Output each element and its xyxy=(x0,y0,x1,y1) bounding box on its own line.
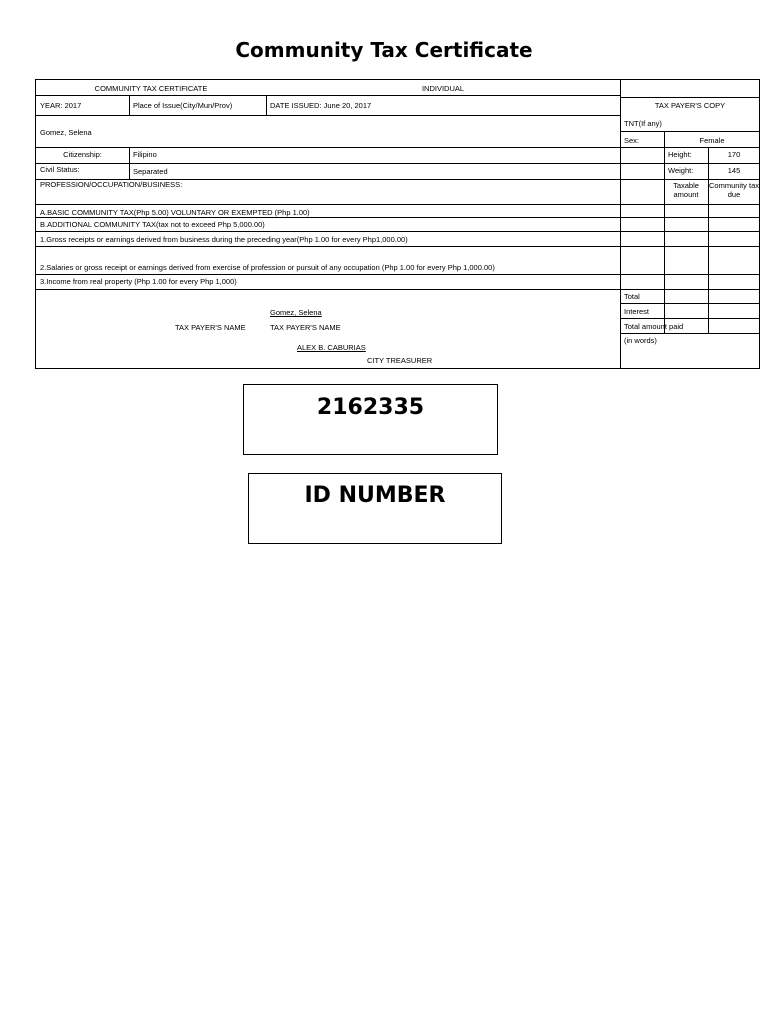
form-header-left: COMMUNITY TAX CERTIFICATE xyxy=(94,84,208,93)
citizenship-value: Filipino xyxy=(133,150,157,159)
tax-certificate-form xyxy=(35,79,760,369)
signature-name: Gomez, Selena xyxy=(270,308,322,317)
civil-status-label: Civil Status: xyxy=(40,165,80,174)
citizenship-label: Citizenship: xyxy=(63,150,102,159)
height-label: Height: xyxy=(668,150,692,159)
certificate-number-box: 2162335 xyxy=(243,384,498,455)
row-gross-receipts: 1.Gross receipts or earnings derived from business during the preceding year(Php 1.00 for every Php1,000.00) xyxy=(40,235,408,244)
height-value: 170 xyxy=(727,150,741,159)
id-number-box: ID NUMBER xyxy=(248,473,502,544)
treasurer-name: ALEX B. CABURIAS xyxy=(297,343,366,352)
row-basic-tax: A.BASIC COMMUNITY TAX(Php 5.00) VOLUNTARY OR EXEMPTED (Php 1.00) xyxy=(40,208,310,217)
row-real-property: 3.Income from real property (Php 1.00 for every Php 1,000) xyxy=(40,277,237,286)
in-words-label: (in words) xyxy=(624,336,657,345)
page-title: Community Tax Certificate xyxy=(235,38,533,62)
copy-label: TAX PAYER'S COPY xyxy=(654,101,726,110)
year-field: YEAR: 2017 xyxy=(40,101,82,110)
tin-label: TNT(If any) xyxy=(624,119,662,128)
civil-status-value: Separated xyxy=(133,167,168,176)
date-issued-field: DATE ISSUED: June 20, 2017 xyxy=(270,101,372,110)
taxpayer-name: Gomez, Selena xyxy=(40,128,92,137)
sex-value: Female xyxy=(699,136,725,145)
row-salaries: 2.Salaries or gross receipt or earnings derived from exercise of profession or pursuit of any occupation (Php 1.00 for every Php 1,000.00) xyxy=(40,263,495,272)
interest-label: Interest xyxy=(624,307,650,316)
weight-value: 145 xyxy=(727,166,741,175)
sex-label: Sex: xyxy=(624,136,640,145)
profession-label: PROFESSION/OCCUPATION/BUSINESS: xyxy=(40,180,183,189)
row-additional-tax: B.ADDITIONAL COMMUNITY TAX(tax not to exceed Php 5,000.00) xyxy=(40,220,265,229)
place-of-issue-field: Place of Issue(City/Mun/Prov) xyxy=(133,101,233,110)
taxpayer-name-label-left: TAX PAYER'S NAME xyxy=(175,323,246,332)
treasurer-title: CITY TREASURER xyxy=(367,356,433,365)
form-header-individual: INDIVIDUAL xyxy=(421,84,465,93)
community-tax-due-label: Community tax due xyxy=(708,181,759,199)
taxpayer-name-label-right: TAX PAYER'S NAME xyxy=(270,323,341,332)
weight-label: Weight: xyxy=(668,166,694,175)
total-label: Total xyxy=(624,292,640,301)
total-paid-label: Total amount paid xyxy=(624,322,684,331)
taxable-amount-label: Taxable amount xyxy=(673,181,699,199)
